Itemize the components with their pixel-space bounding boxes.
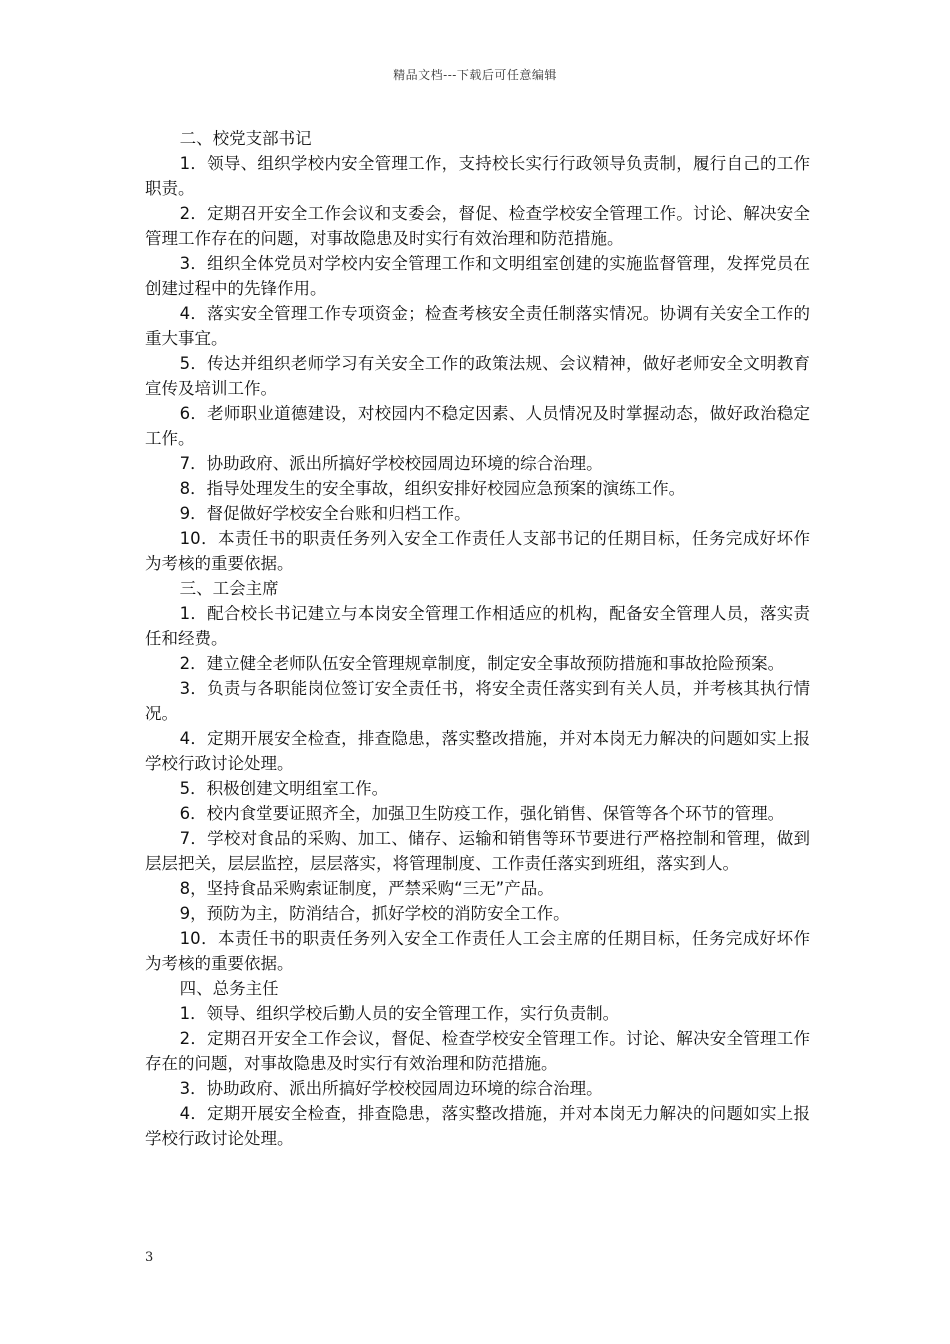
paragraph: 3．负责与各职能岗位签订安全责任书，将安全责任落实到有关人员，并考核其执行情况。 (145, 679, 810, 723)
paragraph: 1．领导、组织学校内安全管理工作，支持校长实行行政领导负责制，履行自己的工作职责。 (145, 154, 810, 198)
paragraph: 5．积极创建文明组室工作。 (179, 779, 389, 798)
paragraph: 6．老师职业道德建设，对校园内不稳定因素、人员情况及时掌握动态，做好政治稳定工作。 (145, 404, 810, 448)
paragraph: 8．指导处理发生的安全事故，组织安排好校园应急预案的演练工作。 (179, 479, 686, 498)
section-heading: 二、校党支部书记 (179, 129, 312, 148)
paragraph: 3．组织全体党员对学校内安全管理工作和文明组室创建的实施监督管理，发挥党员在创建过程中的先锋作用。 (145, 254, 810, 298)
paragraph: 2．定期召开安全工作会议，督促、检查学校安全管理工作。讨论、解决安全管理工作存在的问题，对事故隐患及时实行有效治理和防范措施。 (145, 1029, 810, 1073)
paragraph: 6．校内食堂要证照齐全，加强卫生防疫工作，强化销售、保管等各个环节的管理。 (179, 804, 785, 823)
section-heading: 四、总务主任 (179, 979, 279, 998)
paragraph: 5．传达并组织老师学习有关安全工作的政策法规、会议精神，做好老师安全文明教育宣传及培训工作。 (145, 354, 810, 398)
page-number: 3 (145, 1250, 154, 1265)
section-heading: 三、工会主席 (179, 579, 279, 598)
paragraph: 4．落实安全管理工作专项资金；检查考核安全责任制落实情况。协调有关安全工作的重大事宜。 (145, 304, 810, 348)
paragraph: 9，预防为主，防消结合，抓好学校的消防安全工作。 (179, 904, 570, 923)
paragraph: 4．定期开展安全检查，排查隐患，落实整改措施，并对本岗无力解决的问题如实上报学校行政讨论处理。 (145, 729, 810, 773)
paragraph: 3．协助政府、派出所搞好学校校园周边环境的综合治理。 (179, 1079, 603, 1098)
paragraph: 10．本责任书的职责任务列入安全工作责任人工会主席的任期目标，任务完成好坏作为考核的重要依据。 (145, 929, 810, 973)
paragraph: 8，坚持食品采购索证制度，严禁采购“三无”产品。 (179, 879, 554, 898)
paragraph: 2．定期召开安全工作会议和支委会，督促、检查学校安全管理工作。讨论、解决安全管理工作存在的问题，对事故隐患及时实行有效治理和防范措施。 (145, 204, 810, 248)
paragraph: 2．建立健全老师队伍安全管理规章制度，制定安全事故预防措施和事故抢险预案。 (179, 654, 785, 673)
paragraph: 1．领导、组织学校后勤人员的安全管理工作，实行负责制。 (179, 1004, 620, 1023)
paragraph: 9．督促做好学校安全台账和归档工作。 (179, 504, 471, 523)
paragraph: 4．定期开展安全检查，排查隐患，落实整改措施，并对本岗无力解决的问题如实上报学校行政讨论处理。 (145, 1104, 810, 1148)
paragraph: 7．协助政府、派出所搞好学校校园周边环境的综合治理。 (179, 454, 603, 473)
document-body (145, 126, 810, 1151)
page-header: 精品文档---下载后可任意编辑 (393, 68, 557, 82)
paragraph: 7．学校对食品的采购、加工、储存、运输和销售等环节要进行严格控制和管理，做到层层把关，层层监控，层层落实，将管理制度、工作责任落实到班组，落实到人。 (145, 829, 810, 873)
paragraph: 10．本责任书的职责任务列入安全工作责任人支部书记的任期目标，任务完成好坏作为考核的重要依据。 (145, 529, 810, 573)
paragraph: 1．配合校长书记建立与本岗安全管理工作相适应的机构，配备安全管理人员，落实责任和经费。 (145, 604, 810, 648)
